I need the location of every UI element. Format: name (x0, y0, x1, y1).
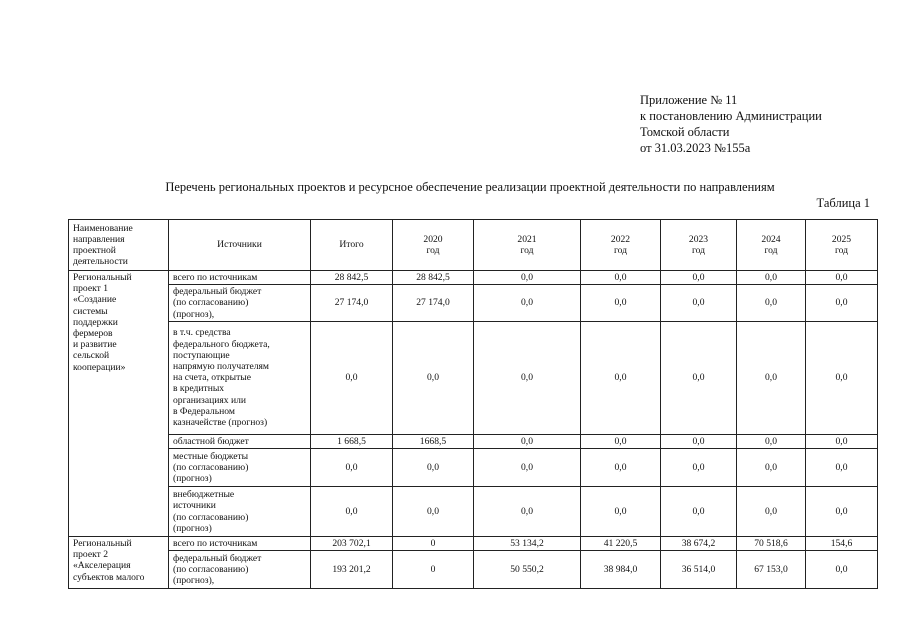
header-2022: 2022 год (581, 220, 661, 271)
value-cell: 67 153,0 (737, 551, 806, 589)
total-cell: 28 842,5 (311, 271, 393, 285)
value-cell: 0,0 (474, 449, 581, 487)
value-cell: 0,0 (737, 434, 806, 448)
source-cell: областной бюджет (169, 434, 311, 448)
table-row (69, 321, 878, 434)
value-cell: 0,0 (661, 487, 737, 537)
total-cell: 203 702,1 (311, 537, 393, 551)
value-cell: 0,0 (661, 321, 737, 434)
header-2024: 2024 год (737, 220, 806, 271)
value-cell: 0,0 (806, 321, 878, 434)
header-2025: 2025 год (806, 220, 878, 271)
value-cell: 0,0 (581, 487, 661, 537)
value-cell: 0 (393, 551, 474, 589)
appendix-line-4: от 31.03.2023 №155а (640, 141, 751, 155)
value-cell: 36 514,0 (661, 551, 737, 589)
value-cell: 0,0 (581, 321, 661, 434)
source-cell: федеральный бюджет (по согласованию) (прогноз), (169, 551, 311, 589)
value-cell: 0,0 (737, 487, 806, 537)
appendix-block (640, 92, 822, 156)
value-cell: 0,0 (581, 271, 661, 285)
header-2020: 2020 год (393, 220, 474, 271)
table-row (69, 434, 878, 448)
value-cell: 0,0 (806, 551, 878, 589)
value-cell: 0,0 (393, 321, 474, 434)
value-cell: 0,0 (806, 487, 878, 537)
value-cell: 27 174,0 (393, 285, 474, 322)
header-direction: Наименование направления проектной деятельности (69, 220, 169, 271)
table-row (69, 285, 878, 322)
header-2021: 2021 год (474, 220, 581, 271)
value-cell: 0,0 (474, 285, 581, 322)
source-cell: в т.ч. средства федерального бюджета, поступающие напрямую получателям на счета, открытые в кредитных организациях или в Федеральном казначействе (прогноз) (169, 321, 311, 434)
table-row (69, 487, 878, 537)
appendix-line-2: к постановлению Администрации (640, 109, 822, 123)
value-cell: 50 550,2 (474, 551, 581, 589)
total-cell: 0,0 (311, 449, 393, 487)
value-cell: 0,0 (474, 271, 581, 285)
value-cell: 70 518,6 (737, 537, 806, 551)
value-cell: 0,0 (581, 434, 661, 448)
table-label: Таблица 1 (816, 196, 870, 210)
value-cell: 0,0 (661, 434, 737, 448)
value-cell: 1668,5 (393, 434, 474, 448)
total-cell: 1 668,5 (311, 434, 393, 448)
value-cell: 0,0 (393, 449, 474, 487)
source-cell: местные бюджеты (по согласованию) (прогноз) (169, 449, 311, 487)
total-cell: 27 174,0 (311, 285, 393, 322)
value-cell: 0,0 (806, 285, 878, 322)
value-cell: 0,0 (661, 271, 737, 285)
total-cell: 0,0 (311, 487, 393, 537)
value-cell: 0,0 (474, 487, 581, 537)
table-row (69, 551, 878, 589)
table-row (69, 271, 878, 285)
value-cell: 0,0 (806, 449, 878, 487)
header-2023: 2023 год (661, 220, 737, 271)
value-cell: 0,0 (661, 449, 737, 487)
value-cell: 0,0 (393, 487, 474, 537)
value-cell: 0,0 (581, 449, 661, 487)
value-cell: 38 674,2 (661, 537, 737, 551)
header-sources: Источники (169, 220, 311, 271)
project-2-name: Региональный проект 2 «Акселерация субъектов малого (69, 537, 169, 589)
appendix-line-1: Приложение № 11 (640, 93, 738, 107)
value-cell: 0,0 (737, 449, 806, 487)
appendix-line-3: Томской области (640, 125, 730, 139)
header-total: Итого (311, 220, 393, 271)
value-cell: 0 (393, 537, 474, 551)
value-cell: 53 134,2 (474, 537, 581, 551)
value-cell: 0,0 (737, 271, 806, 285)
value-cell: 38 984,0 (581, 551, 661, 589)
document-title: Перечень региональных проектов и ресурсное обеспечение реализации проектной деятельности по направлениям (165, 180, 775, 194)
table-row (69, 449, 878, 487)
total-cell: 0,0 (311, 321, 393, 434)
resource-table (68, 219, 878, 589)
source-cell: всего по источникам (169, 537, 311, 551)
value-cell: 28 842,5 (393, 271, 474, 285)
value-cell: 0,0 (474, 321, 581, 434)
source-cell: всего по источникам (169, 271, 311, 285)
value-cell: 0,0 (474, 434, 581, 448)
table-header-row (69, 220, 878, 271)
source-cell: внебюджетные источники (по согласованию) (прогноз) (169, 487, 311, 537)
value-cell: 0,0 (737, 321, 806, 434)
value-cell: 0,0 (661, 285, 737, 322)
source-cell: федеральный бюджет (по согласованию) (прогноз), (169, 285, 311, 322)
value-cell: 0,0 (581, 285, 661, 322)
total-cell: 193 201,2 (311, 551, 393, 589)
value-cell: 41 220,5 (581, 537, 661, 551)
value-cell: 0,0 (737, 285, 806, 322)
value-cell: 0,0 (806, 434, 878, 448)
value-cell: 154,6 (806, 537, 878, 551)
table-row (69, 537, 878, 551)
value-cell: 0,0 (806, 271, 878, 285)
project-1-name: Региональный проект 1 «Создание системы поддержки фермеров и развитие сельской кооперации» (69, 271, 169, 537)
